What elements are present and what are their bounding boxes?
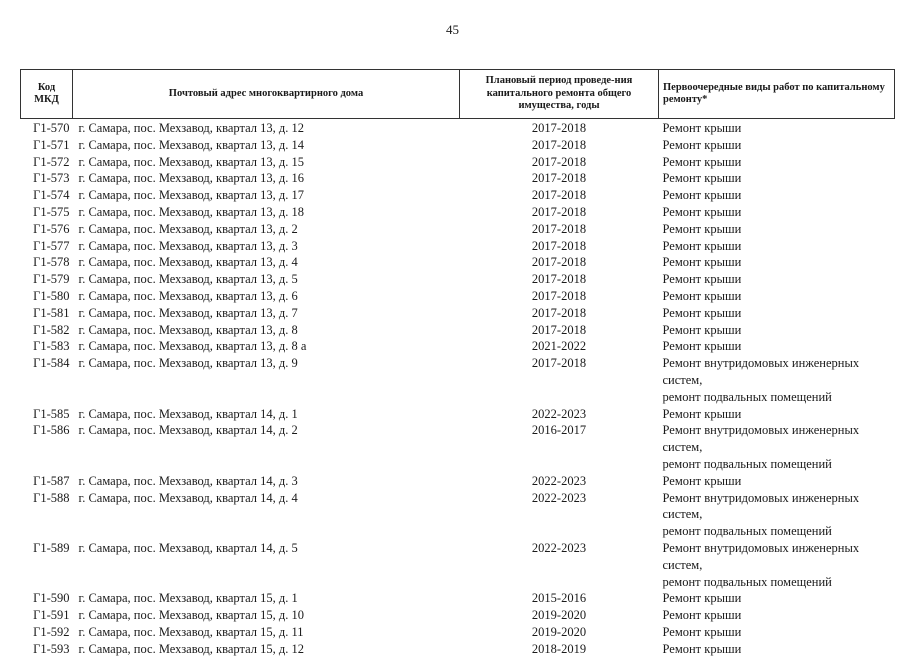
row-works xyxy=(659,238,895,255)
row-period: 2022-2023 xyxy=(531,406,587,421)
row-works xyxy=(659,187,895,204)
row-code: Г1-584 xyxy=(33,356,70,371)
row-address: г. Самара, пос. Мехзавод, квартал 13, д. 9 xyxy=(78,356,298,371)
row-period: 2017-2018 xyxy=(531,221,587,236)
row-code: Г1-580 xyxy=(33,288,70,303)
table-row xyxy=(21,288,895,305)
row-works xyxy=(659,590,895,607)
row-code: Г1-591 xyxy=(33,608,70,623)
row-period: 2022-2023 xyxy=(531,490,587,505)
row-code: Г1-579 xyxy=(33,272,70,287)
table-row xyxy=(21,355,895,405)
row-address: г. Самара, пос. Мехзавод, квартал 15, д. 11 xyxy=(78,624,304,639)
table-row xyxy=(21,271,895,288)
row-works xyxy=(659,607,895,624)
row-works xyxy=(659,221,895,238)
row-address: г. Самара, пос. Мехзавод, квартал 13, д. 16 xyxy=(78,171,304,186)
row-period: 2017-2018 xyxy=(531,305,587,320)
row-works xyxy=(659,170,895,187)
work-type-line: Ремонт крыши xyxy=(662,121,742,135)
row-period: 2016-2017 xyxy=(531,423,587,438)
work-type-line: Ремонт крыши xyxy=(662,608,742,623)
table-row xyxy=(21,406,895,423)
row-address: г. Самара, пос. Мехзавод, квартал 14, д. 5 xyxy=(78,540,298,555)
row-code: Г1-573 xyxy=(33,171,70,186)
work-type-line: Ремонт крыши xyxy=(662,137,742,152)
row-code: Г1-576 xyxy=(33,221,70,236)
table-row xyxy=(21,624,895,641)
row-period: 2017-2018 xyxy=(531,238,587,253)
row-period: 2017-2018 xyxy=(531,188,587,203)
row-address: г. Самара, пос. Мехзавод, квартал 13, д. 4 xyxy=(78,255,298,270)
table-row xyxy=(21,607,895,624)
work-type-line: ремонт подвальных помещений xyxy=(662,524,832,539)
work-type-line: Ремонт крыши xyxy=(662,641,742,656)
row-code: Г1-592 xyxy=(33,624,70,639)
work-type-line: Ремонт крыши xyxy=(662,406,742,421)
header-works: Первоочередные виды работ по капитальному ремонту* xyxy=(659,70,895,119)
work-type-line: ремонт подвальных помещений xyxy=(662,574,832,589)
work-type-line: Ремонт крыши xyxy=(662,272,742,287)
row-period: 2021-2022 xyxy=(531,339,587,354)
row-period: 2015-2016 xyxy=(531,591,587,606)
table-row xyxy=(21,238,895,255)
row-period: 2017-2018 xyxy=(531,204,587,219)
row-address: г. Самара, пос. Мехзавод, квартал 13, д. 3 xyxy=(78,238,298,253)
work-type-line: ремонт подвальных помещений xyxy=(662,456,832,471)
row-address: г. Самара, пос. Мехзавод, квартал 14, д. 4 xyxy=(78,490,298,505)
row-address: г. Самара, пос. Мехзавод, квартал 13, д. 8 xyxy=(78,322,298,337)
header-period: Плановый период проведе-ния капитального ремонта общего имущества, годы xyxy=(460,70,659,119)
work-type-line: Ремонт крыши xyxy=(662,221,742,236)
row-code: Г1-578 xyxy=(33,255,70,270)
row-code: Г1-589 xyxy=(33,540,70,555)
capital-repair-table xyxy=(20,69,895,658)
work-type-line: Ремонт крыши xyxy=(662,322,742,337)
work-type-line: Ремонт крыши xyxy=(662,154,742,169)
row-works xyxy=(659,137,895,154)
table-body xyxy=(21,119,895,658)
table-row xyxy=(21,137,895,154)
row-address: г. Самара, пос. Мехзавод, квартал 14, д. 3 xyxy=(78,473,298,488)
row-period: 2019-2020 xyxy=(531,624,587,639)
table-row xyxy=(21,338,895,355)
row-works xyxy=(659,288,895,305)
table-row xyxy=(21,641,895,658)
header-address: Почтовый адрес многоквартирного дома xyxy=(73,70,460,119)
row-address: г. Самара, пос. Мехзавод, квартал 13, д. 18 xyxy=(78,204,304,219)
row-code: Г1-582 xyxy=(33,322,70,337)
table-row xyxy=(21,204,895,221)
row-code: Г1-581 xyxy=(33,305,70,320)
table-row xyxy=(21,422,895,472)
table-row xyxy=(21,187,895,204)
row-works xyxy=(659,154,895,171)
row-code: Г1-588 xyxy=(33,490,70,505)
row-works xyxy=(659,490,895,540)
work-type-line: Ремонт внутридомовых инженерных систем, xyxy=(662,540,860,572)
row-period: 2017-2018 xyxy=(531,272,587,287)
work-type-line: Ремонт крыши xyxy=(662,624,742,639)
work-type-line: Ремонт крыши xyxy=(662,288,742,303)
row-works xyxy=(659,271,895,288)
row-address: г. Самара, пос. Мехзавод, квартал 13, д. 5 xyxy=(78,272,298,287)
work-type-line: Ремонт крыши xyxy=(662,473,742,488)
row-period: 2017-2018 xyxy=(531,171,587,186)
table-row xyxy=(21,305,895,322)
row-works xyxy=(659,254,895,271)
table-row xyxy=(21,119,895,137)
work-type-line: Ремонт крыши xyxy=(662,171,742,186)
table-row xyxy=(21,490,895,540)
row-works xyxy=(659,641,895,658)
row-address: г. Самара, пос. Мехзавод, квартал 14, д. 2 xyxy=(78,423,298,438)
row-code: Г1-585 xyxy=(33,406,70,421)
page-number: 45 xyxy=(446,22,459,37)
row-period: 2022-2023 xyxy=(531,473,587,488)
work-type-line: Ремонт крыши xyxy=(662,188,742,203)
table-row xyxy=(21,473,895,490)
row-works xyxy=(659,422,895,472)
table-row xyxy=(21,154,895,171)
table-row xyxy=(21,540,895,590)
work-type-line: ремонт подвальных помещений xyxy=(662,389,832,404)
row-period: 2017-2018 xyxy=(531,356,587,371)
row-works xyxy=(659,322,895,339)
row-works xyxy=(659,338,895,355)
row-code: Г1-577 xyxy=(33,238,70,253)
row-address: г. Самара, пос. Мехзавод, квартал 13, д. 14 xyxy=(78,137,304,152)
table-header xyxy=(21,70,895,119)
table-row xyxy=(21,221,895,238)
row-works xyxy=(659,540,895,590)
work-type-line: Ремонт внутридомовых инженерных систем, xyxy=(662,490,860,522)
row-address: г. Самара, пос. Мехзавод, квартал 13, д. 2 xyxy=(78,221,298,236)
row-address: г. Самара, пос. Мехзавод, квартал 15, д. 10 xyxy=(78,608,304,623)
work-type-line: Ремонт крыши xyxy=(662,238,742,253)
row-period: 2019-2020 xyxy=(531,608,587,623)
row-works xyxy=(659,473,895,490)
row-period: 2018-2019 xyxy=(531,641,587,656)
row-address: г. Самара, пос. Мехзавод, квартал 13, д. 8 а xyxy=(78,339,307,354)
row-address: г. Самара, пос. Мехзавод, квартал 14, д. 1 xyxy=(78,406,298,421)
row-works xyxy=(659,119,895,137)
row-address: г. Самара, пос. Мехзавод, квартал 13, д. 12 xyxy=(78,121,304,135)
row-code: Г1-575 xyxy=(33,204,70,219)
row-works xyxy=(659,305,895,322)
row-code: Г1-583 xyxy=(33,339,70,354)
row-period: 2017-2018 xyxy=(531,255,587,270)
row-code: Г1-587 xyxy=(33,473,70,488)
row-address: г. Самара, пос. Мехзавод, квартал 13, д. 6 xyxy=(78,288,298,303)
row-address: г. Самара, пос. Мехзавод, квартал 13, д. 15 xyxy=(78,154,304,169)
row-code: Г1-593 xyxy=(33,641,70,656)
row-works xyxy=(659,624,895,641)
row-code: Г1-574 xyxy=(33,188,70,203)
row-code: Г1-572 xyxy=(33,154,70,169)
table-row xyxy=(21,322,895,339)
row-period: 2017-2018 xyxy=(531,137,587,152)
work-type-line: Ремонт внутридомовых инженерных систем, xyxy=(662,356,860,387)
row-period: 2017-2018 xyxy=(531,288,587,303)
row-period: 2017-2018 xyxy=(531,121,587,135)
row-code: Г1-590 xyxy=(33,591,70,606)
row-period: 2017-2018 xyxy=(531,154,587,169)
work-type-line: Ремонт внутридомовых инженерных систем, xyxy=(662,423,860,455)
work-type-line: Ремонт крыши xyxy=(662,591,742,606)
row-code: Г1-571 xyxy=(33,137,70,152)
work-type-line: Ремонт крыши xyxy=(662,255,742,270)
row-address: г. Самара, пос. Мехзавод, квартал 15, д. 1 xyxy=(78,591,298,606)
work-type-line: Ремонт крыши xyxy=(662,339,742,354)
row-address: г. Самара, пос. Мехзавод, квартал 15, д. 12 xyxy=(78,641,304,656)
row-address: г. Самара, пос. Мехзавод, квартал 13, д. 7 xyxy=(78,305,298,320)
row-works xyxy=(659,204,895,221)
row-address: г. Самара, пос. Мехзавод, квартал 13, д. 17 xyxy=(78,188,304,203)
work-type-line: Ремонт крыши xyxy=(662,305,742,320)
row-works xyxy=(659,355,895,405)
row-period: 2017-2018 xyxy=(531,322,587,337)
table-row xyxy=(21,254,895,271)
row-period: 2022-2023 xyxy=(531,540,587,555)
table-row xyxy=(21,170,895,187)
header-code: Код МКД xyxy=(21,70,73,119)
work-type-line: Ремонт крыши xyxy=(662,204,742,219)
row-code: Г1-570 xyxy=(33,121,70,135)
row-works xyxy=(659,406,895,423)
table-row xyxy=(21,590,895,607)
row-code: Г1-586 xyxy=(33,423,70,438)
